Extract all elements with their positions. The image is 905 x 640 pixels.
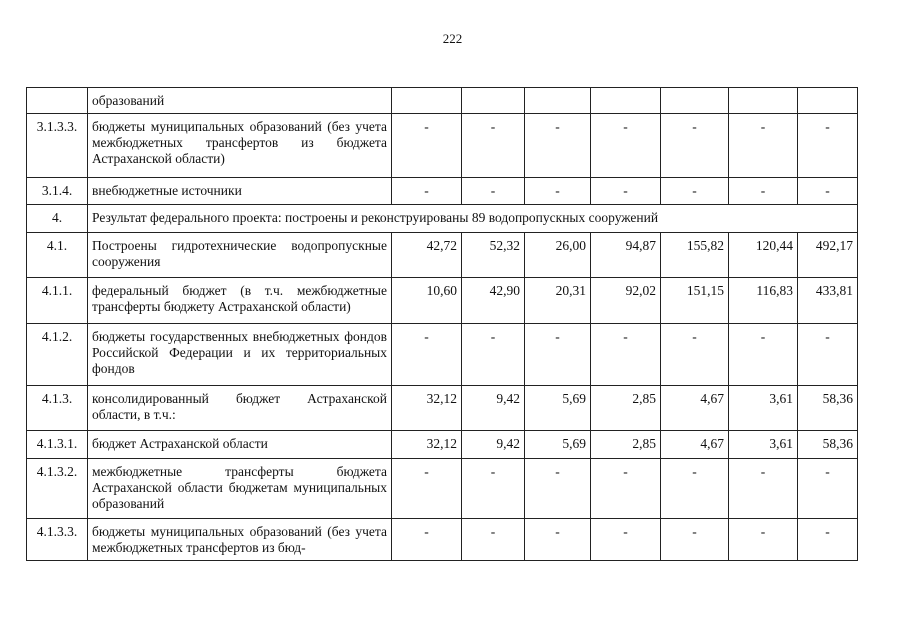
value-cell: - xyxy=(729,114,798,178)
value-cell: - xyxy=(661,114,729,178)
value-cell: - xyxy=(462,178,525,205)
value-cell xyxy=(462,88,525,114)
value-cell xyxy=(525,88,591,114)
value-cell: - xyxy=(661,324,729,386)
value-cell: - xyxy=(392,324,462,386)
page-number: 222 xyxy=(442,31,463,46)
value-cell: - xyxy=(392,519,462,561)
table-row xyxy=(27,519,858,561)
row-description: внебюджетные источники xyxy=(88,178,392,205)
value-cell: 5,69 xyxy=(525,431,591,459)
row-description: федеральный бюджет (в т.ч. межбюджетные трансферты бюджету Астраханской области) xyxy=(88,278,392,324)
value-cell: 4,67 xyxy=(661,386,729,431)
row-description: Построены гидротехнические водопропускные сооружения xyxy=(88,233,392,278)
value-cell: - xyxy=(798,324,858,386)
value-cell: - xyxy=(591,519,661,561)
value-cell: - xyxy=(525,459,591,519)
value-cell: 492,17 xyxy=(798,233,858,278)
row-number: 4.1.2. xyxy=(27,324,88,386)
value-cell: 3,61 xyxy=(729,431,798,459)
value-cell: 3,61 xyxy=(729,386,798,431)
value-cell: 20,31 xyxy=(525,278,591,324)
value-cell: 42,90 xyxy=(462,278,525,324)
row-number: 4.1.3.3. xyxy=(27,519,88,561)
row-description: бюджет Астраханской области xyxy=(88,431,392,459)
value-cell: 2,85 xyxy=(591,386,661,431)
table-body xyxy=(27,88,858,561)
value-cell: 151,15 xyxy=(661,278,729,324)
value-cell: 58,36 xyxy=(798,386,858,431)
value-cell: 58,36 xyxy=(798,431,858,459)
value-cell: 32,12 xyxy=(392,431,462,459)
table-row xyxy=(27,88,858,114)
budget-table xyxy=(26,87,858,561)
value-cell: 4,67 xyxy=(661,431,729,459)
value-cell xyxy=(591,88,661,114)
value-cell xyxy=(798,88,858,114)
row-number: 4.1.1. xyxy=(27,278,88,324)
value-cell: - xyxy=(462,324,525,386)
value-cell: 2,85 xyxy=(591,431,661,459)
table-row xyxy=(27,386,858,431)
value-cell: - xyxy=(462,459,525,519)
table-row xyxy=(27,459,858,519)
value-cell: - xyxy=(798,519,858,561)
table-row xyxy=(27,431,858,459)
value-cell: 9,42 xyxy=(462,431,525,459)
value-cell: - xyxy=(392,459,462,519)
value-cell: 433,81 xyxy=(798,278,858,324)
value-cell: 5,69 xyxy=(525,386,591,431)
value-cell: - xyxy=(392,114,462,178)
row-description: Результат федерального проекта: построены и реконструированы 89 водопропускных сооружений xyxy=(88,205,858,233)
value-cell: - xyxy=(591,114,661,178)
row-number xyxy=(27,88,88,114)
value-cell: 155,82 xyxy=(661,233,729,278)
value-cell: - xyxy=(729,519,798,561)
table-row xyxy=(27,324,858,386)
table-row xyxy=(27,278,858,324)
value-cell xyxy=(729,88,798,114)
value-cell xyxy=(661,88,729,114)
row-description: бюджеты муниципальных образований (без учета межбюджетных трансфертов из бюджета Астраханской области) xyxy=(88,114,392,178)
value-cell: - xyxy=(392,178,462,205)
value-cell: 120,44 xyxy=(729,233,798,278)
row-description: образований xyxy=(88,88,392,114)
value-cell: - xyxy=(798,178,858,205)
value-cell: 9,42 xyxy=(462,386,525,431)
value-cell: - xyxy=(661,459,729,519)
value-cell: - xyxy=(661,519,729,561)
value-cell: - xyxy=(525,178,591,205)
value-cell: - xyxy=(591,324,661,386)
row-description: консолидированный бюджет Астраханской области, в т.ч.: xyxy=(88,386,392,431)
row-description: бюджеты муниципальных образований (без учета межбюджетных трансфертов из бюд- xyxy=(88,519,392,561)
row-number: 4.1.3.1. xyxy=(27,431,88,459)
row-number: 4.1.3. xyxy=(27,386,88,431)
value-cell: 32,12 xyxy=(392,386,462,431)
value-cell: - xyxy=(462,519,525,561)
value-cell: - xyxy=(798,114,858,178)
row-number: 3.1.4. xyxy=(27,178,88,205)
row-description: межбюджетные трансферты бюджета Астраханской области бюджетам муниципальных образований xyxy=(88,459,392,519)
value-cell: - xyxy=(462,114,525,178)
value-cell: 116,83 xyxy=(729,278,798,324)
value-cell: - xyxy=(591,459,661,519)
table-row xyxy=(27,233,858,278)
value-cell xyxy=(392,88,462,114)
value-cell: - xyxy=(729,459,798,519)
value-cell: 94,87 xyxy=(591,233,661,278)
value-cell: - xyxy=(591,178,661,205)
row-number: 4.1.3.2. xyxy=(27,459,88,519)
table-row xyxy=(27,205,858,233)
value-cell: 52,32 xyxy=(462,233,525,278)
value-cell: - xyxy=(729,178,798,205)
row-description: бюджеты государственных внебюджетных фондов Российской Федерации и их территориальных фондов xyxy=(88,324,392,386)
value-cell: - xyxy=(661,178,729,205)
value-cell: - xyxy=(729,324,798,386)
value-cell: - xyxy=(525,519,591,561)
row-number: 4. xyxy=(27,205,88,233)
value-cell: - xyxy=(525,114,591,178)
value-cell: 26,00 xyxy=(525,233,591,278)
row-number: 3.1.3.3. xyxy=(27,114,88,178)
value-cell: 92,02 xyxy=(591,278,661,324)
table-row xyxy=(27,178,858,205)
table-row xyxy=(27,114,858,178)
value-cell: 10,60 xyxy=(392,278,462,324)
row-number: 4.1. xyxy=(27,233,88,278)
value-cell: - xyxy=(798,459,858,519)
value-cell: - xyxy=(525,324,591,386)
value-cell: 42,72 xyxy=(392,233,462,278)
